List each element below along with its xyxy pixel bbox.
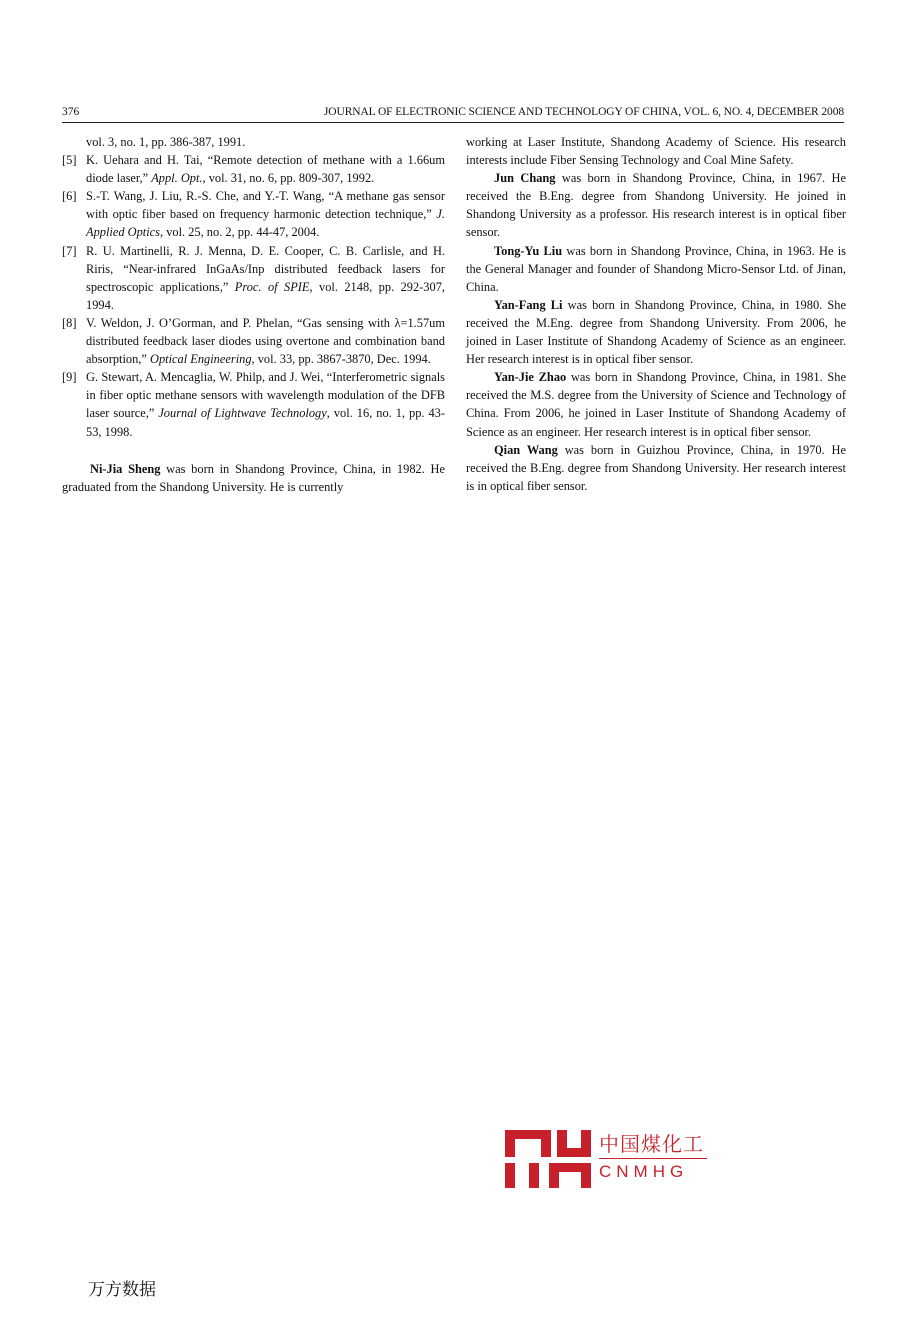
- reference-number: [5]: [62, 153, 77, 168]
- author-name: Ni-Jia Sheng: [90, 461, 161, 476]
- right-column: [466, 133, 846, 495]
- author-name: Yan-Jie Zhao: [494, 370, 567, 385]
- reference-number: [6]: [62, 189, 77, 204]
- cnmhg-logo: [503, 1128, 713, 1190]
- reference-5: [5] K. Uehara and H. Tai, “Remote detection of methane with a 1.66um diode laser,” Appl. Opt., vol. 31, no. 6, pp. 809-307, 1992.: [62, 153, 445, 186]
- reference-venue: Journal of Lightwave Technology: [158, 406, 327, 421]
- reference-venue: Appl. Opt.: [151, 171, 203, 186]
- left-column: [62, 133, 445, 496]
- reference-number: [7]: [62, 243, 77, 258]
- reference-7: [7] R. U. Martinelli, R. J. Menna, D. E. Cooper, C. B. Carlisle, and H. Riris, “Near-infrared InGaAs/Inp distributed feedback lasers for spectroscopic applications,” Proc. of SPIE, vol. 2148, pp. 292-307, 1994.: [62, 243, 445, 312]
- reference-number: [9]: [62, 370, 77, 385]
- reference-venue: J. Applied Optics: [86, 207, 445, 240]
- bio-yan-fang-li: Yan-Fang Li was born in Shandong Province, China, in 1980. She received the M.Eng. degree from Shandong University. From 2006, he joined in Laser Institute of Shandong Academy of Science as an engineer. Her research interest is in optical fiber sensor.: [466, 297, 846, 367]
- reference-6: [6] S.-T. Wang, J. Liu, R.-S. Che, and Y.-T. Wang, “A methane gas sensor with optic fiber based on frequency harmonic detection technique,” J. Applied Optics, vol. 25, no. 2, pp. 44-47, 2004.: [62, 189, 445, 240]
- author-name: Qian Wang: [494, 442, 558, 457]
- bio-ni-jia-sheng: Ni-Jia Sheng was born in Shandong Province, China, in 1982. He graduated from the Shandong University. He is currently: [62, 461, 445, 494]
- reference-number: [8]: [62, 315, 77, 330]
- cnmhg-logo-mark-icon: [503, 1128, 593, 1190]
- logo-divider: [599, 1158, 707, 1159]
- logo-chinese-text: 中国煤化工: [599, 1132, 704, 1156]
- reference-venue: Optical Engineering: [150, 352, 252, 367]
- journal-title: JOURNAL OF ELECTRONIC SCIENCE AND TECHNOLOGY OF CHINA, VOL. 6, NO. 4, DECEMBER 2008: [323, 106, 844, 118]
- reference-venue: Proc. of SPIE: [234, 279, 310, 294]
- reference-8: [8] V. Weldon, J. O’Gorman, and P. Phelan, “Gas sensing with λ=1.57um distributed feedback laser diodes using overtone and combination band absorption,” Optical Engineering, vol. 33, pp. 3867-3870, Dec. 1994.: [62, 315, 445, 367]
- author-name: Jun Chang: [494, 171, 556, 186]
- bio-tong-yu-liu: Tong-Yu Liu was born in Shandong Province, China, in 1963. He is the General Manager and founder of Shandong Micro-Sensor Ltd. of Jinan, China.: [466, 243, 846, 294]
- running-header: [62, 104, 844, 123]
- logo-english-text: CNMHG: [599, 1162, 689, 1181]
- bio-continued: working at Laser Institute, Shandong Academy of Science. His research interests include Fiber Sensing Technology and Coal Mine Safety.: [466, 135, 846, 168]
- bio-qian-wang: Qian Wang was born in Guizhou Province, China, in 1970. He received the B.Eng. degree from Shandong University. Her research interest is in optical fiber sensor.: [466, 442, 846, 493]
- bio-jun-chang: Jun Chang was born in Shandong Province, China, in 1967. He received the B.Eng. degree from Shandong University. He joined in Shandong University as a professor. His research interest is in optical fiber sensor.: [466, 171, 846, 240]
- spacer: [62, 441, 445, 460]
- page-number: 376: [62, 106, 80, 118]
- footer-watermark: 万方数据: [88, 1280, 156, 1300]
- reference-9: [9] G. Stewart, A. Mencaglia, W. Philp, and J. Wei, “Interferometric signals in fiber optic methane sensors with wavelength modulation of the DFB laser source,” Journal of Lightwave Technology, vol. 16, no. 1, pp. 43-53, 1998.: [62, 370, 445, 439]
- reference-continued: vol. 3, no. 1, pp. 386-387, 1991.: [86, 135, 246, 149]
- author-name: Tong-Yu Liu: [494, 243, 563, 258]
- author-name: Yan-Fang Li: [494, 297, 563, 312]
- bio-yan-jie-zhao: Yan-Jie Zhao was born in Shandong Province, China, in 1981. She received the M.S. degree from the University of Science and Technology of China. From 2006, he joined in Laser Institute of Shandong Academy of Science as an engineer. Her research interest is in optical fiber sensor.: [466, 370, 846, 439]
